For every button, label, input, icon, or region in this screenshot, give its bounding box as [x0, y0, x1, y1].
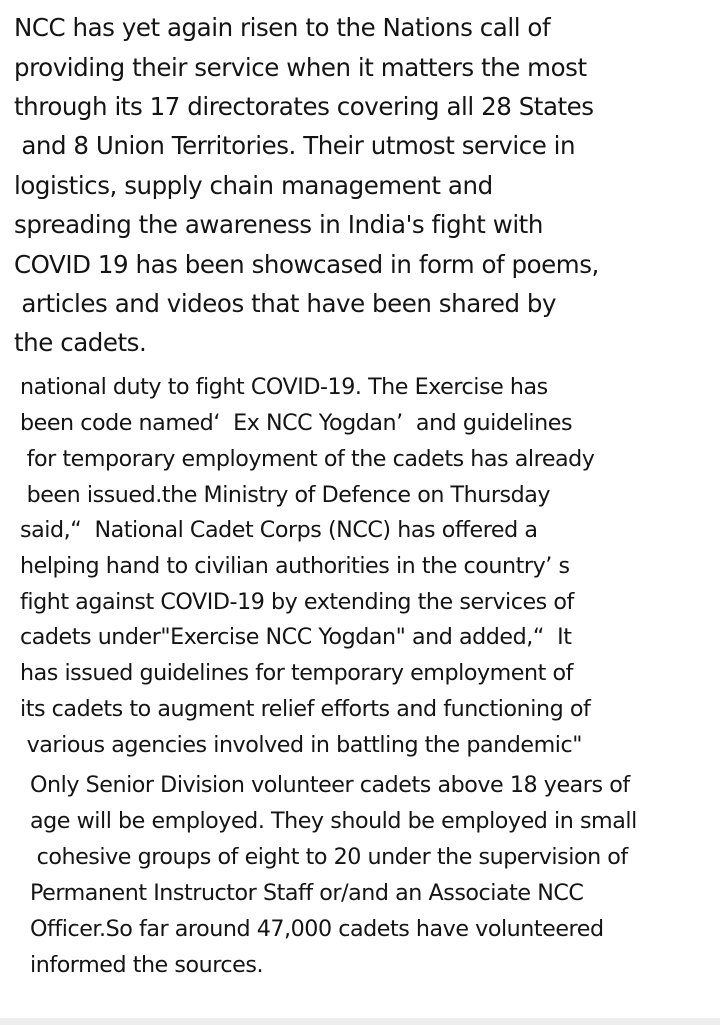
text-line: said,“ National Cadet Corps (NCC) has offered a: [20, 517, 538, 543]
text-line: cadets under"Exercise NCC Yogdan" and added,“ It: [20, 624, 572, 650]
text-line: through its 17 directorates covering all 28 States: [14, 92, 594, 121]
text-line: spreading the awareness in India's fight with: [14, 210, 543, 239]
text-line: its cadets to augment relief efforts and functioning of: [20, 696, 591, 722]
text-line: fight against COVID-19 by extending the services of: [20, 589, 574, 615]
text-line: the cadets.: [14, 328, 147, 357]
text-line: helping hand to civilian authorities in the country’ s: [20, 553, 570, 579]
text-line: has issued guidelines for temporary employment of: [20, 660, 573, 686]
text-line: been code named‘ Ex NCC Yogdan’ and guidelines: [20, 410, 573, 436]
text-line: Only Senior Division volunteer cadets above 18 years of: [30, 772, 630, 798]
text-line: Officer.So far around 47,000 cadets have volunteered: [30, 916, 604, 942]
text-line: NCC has yet again risen to the Nations call of: [14, 13, 551, 42]
text-line: cohesive groups of eight to 20 under the supervision of: [30, 844, 628, 870]
text-line: age will be employed. They should be employed in small: [30, 808, 637, 834]
text-line: for temporary employment of the cadets has already: [20, 446, 595, 472]
text-line: Permanent Instructor Staff or/and an Associate NCC: [30, 880, 584, 906]
bottom-edge-strip: [0, 1018, 720, 1025]
text-line: informed the sources.: [30, 952, 264, 978]
text-line: COVID 19 has been showcased in form of poems,: [14, 250, 599, 279]
text-line: national duty to fight COVID-19. The Exercise has: [20, 374, 548, 400]
text-line: providing their service when it matters the most: [14, 53, 587, 82]
text-line: been issued.the Ministry of Defence on Thursday: [20, 482, 551, 508]
text-line: and 8 Union Territories. Their utmost service in: [14, 131, 576, 160]
text-line: logistics, supply chain management and: [14, 171, 493, 200]
text-line: articles and videos that have been shared by: [14, 289, 557, 318]
text-line: various agencies involved in battling the pandemic": [20, 732, 582, 758]
